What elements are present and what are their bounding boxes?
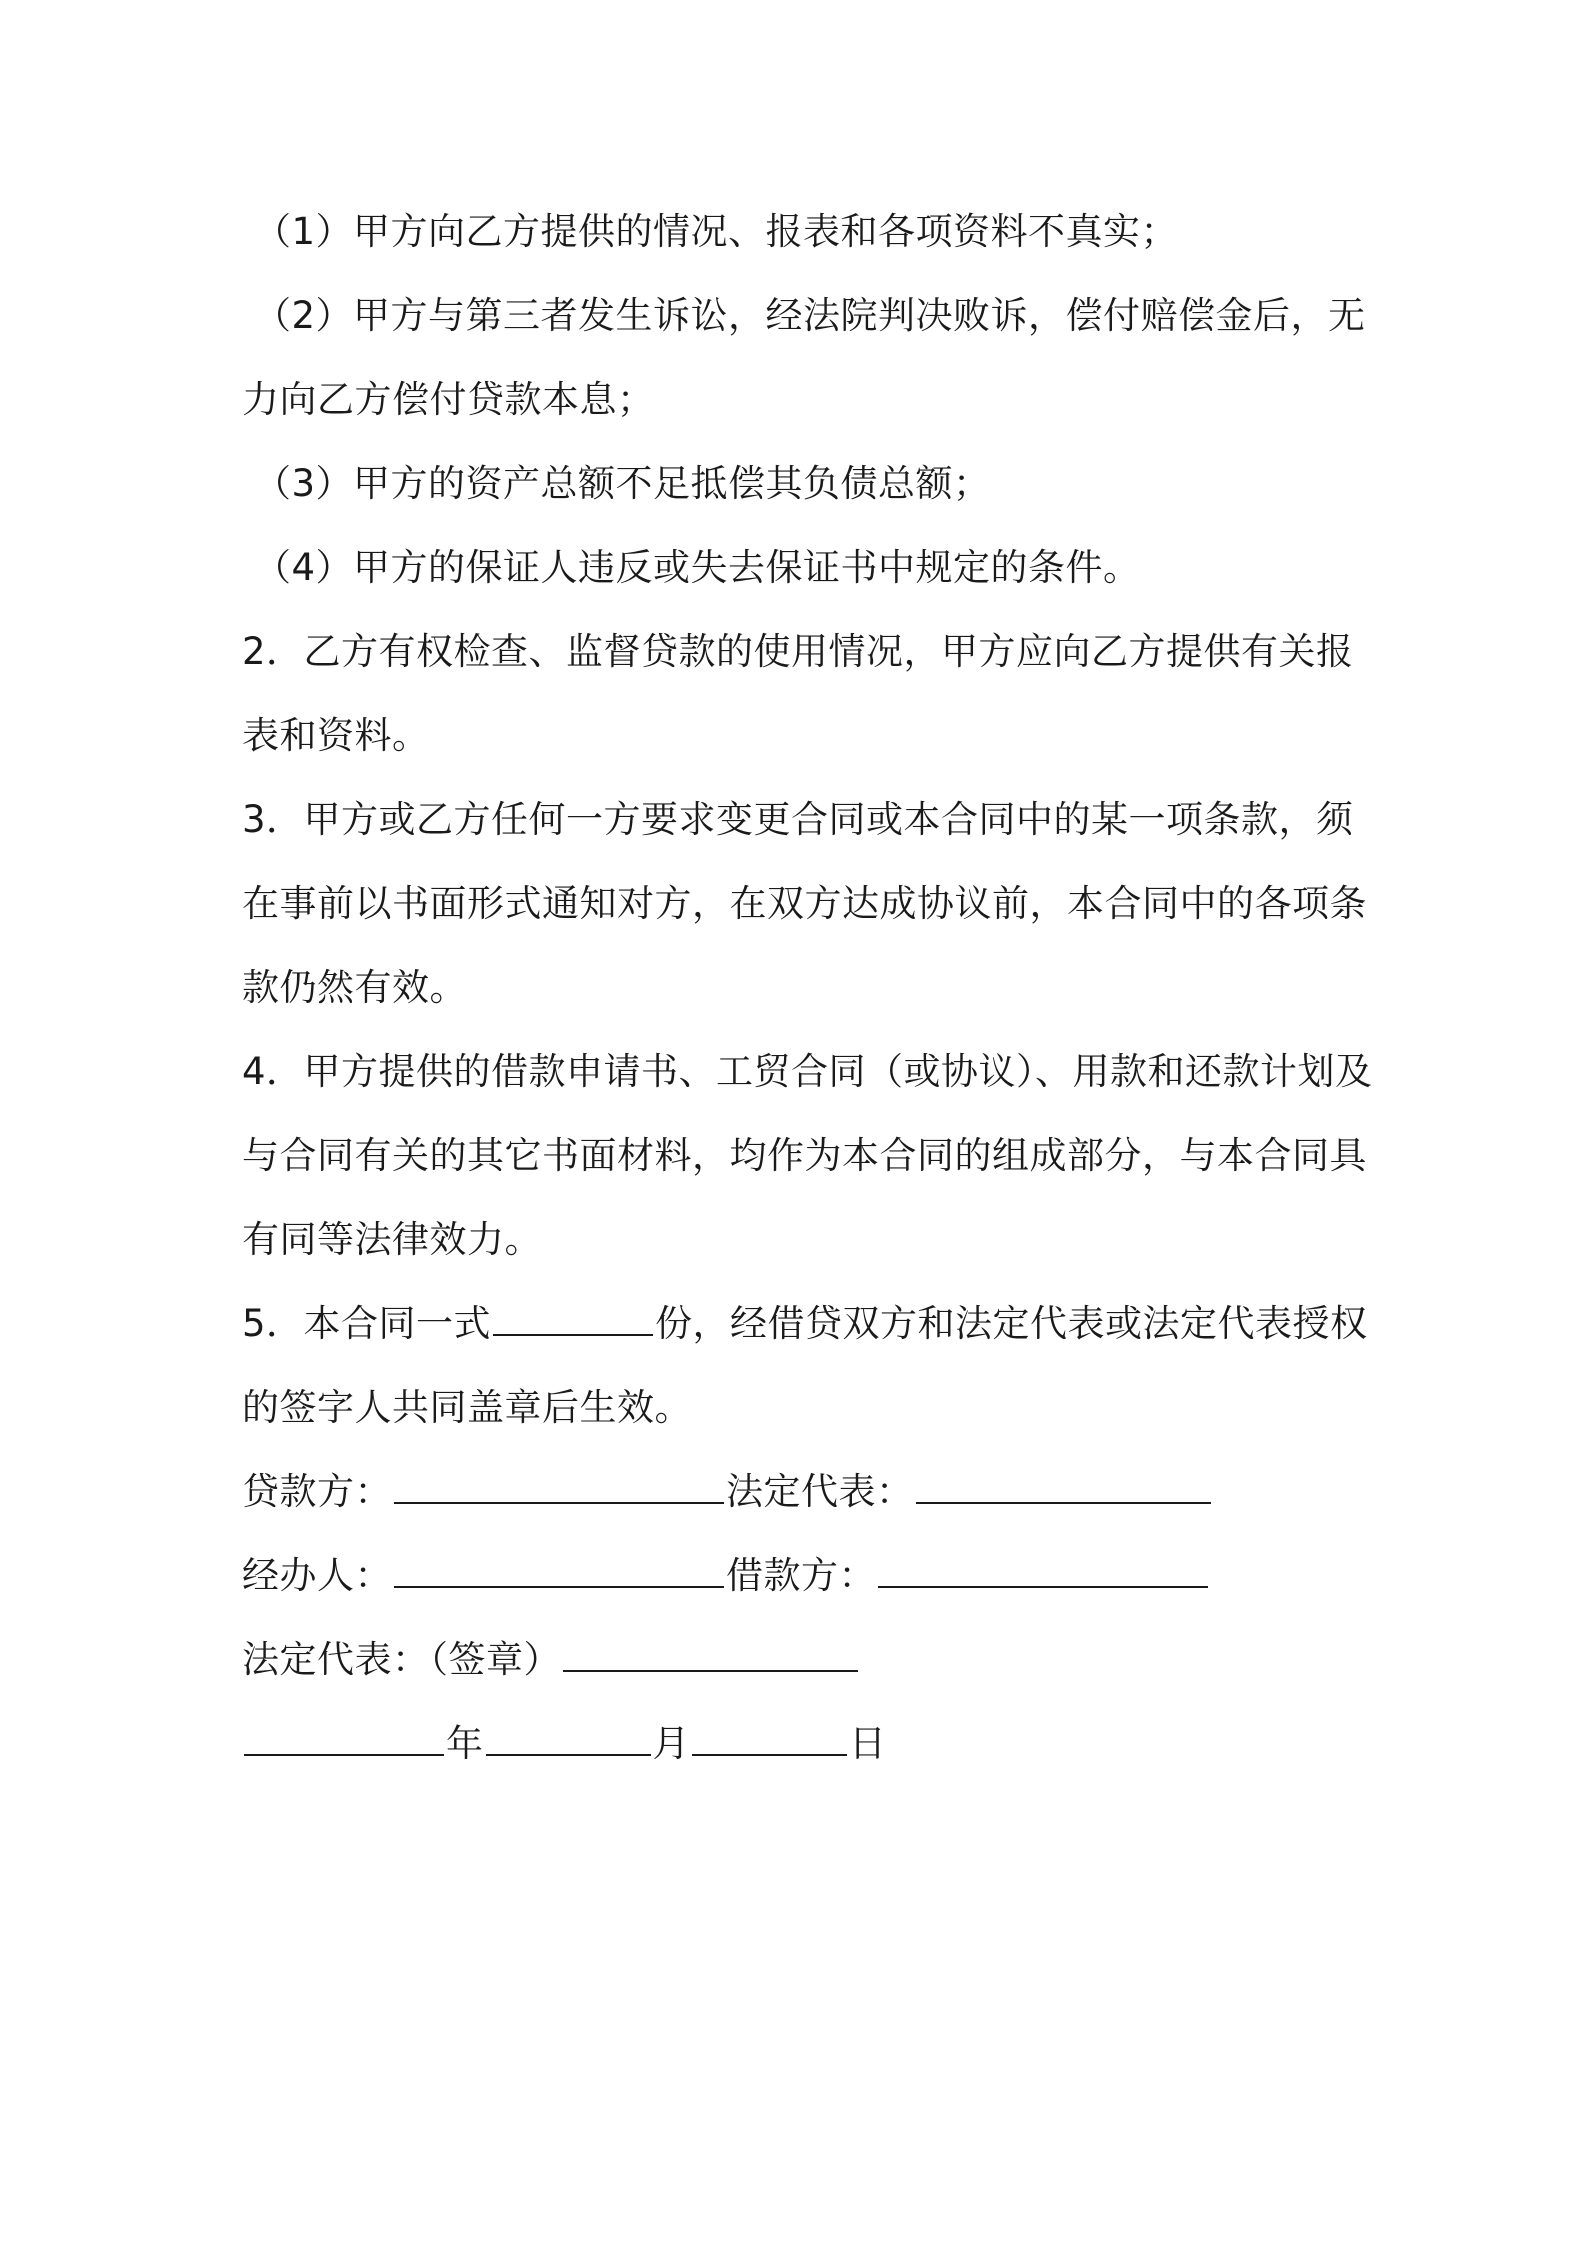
condition-4: （4）甲方的保证人违反或失去保证书中规定的条件。 (254, 546, 1141, 589)
clause-4-line-3: 有同等法律效力。 (242, 1218, 542, 1261)
legal-rep-seal-label: 法定代表：（签章） (242, 1638, 561, 1681)
condition-2-cont: 力向乙方偿付贷款本息； (242, 378, 655, 421)
legal-rep-blank[interactable] (916, 1472, 1211, 1504)
date-row (242, 1702, 1362, 1786)
day-label: 日 (849, 1722, 887, 1765)
clause-5-line-2: 的签字人共同盖章后生效。 (242, 1386, 692, 1429)
handler-blank[interactable] (394, 1556, 724, 1588)
year-label: 年 (446, 1722, 484, 1765)
signature-row-1 (242, 1450, 1362, 1534)
clause-4-line-1: 4．甲方提供的借款申请书、工贸合同（或协议）、用款和还款计划及 (242, 1050, 1373, 1093)
clause-4-line-2: 与合同有关的其它书面材料，均作为本合同的组成部分，与本合同具 (242, 1134, 1367, 1177)
signature-row-3 (242, 1618, 1362, 1702)
legal-rep-label: 法定代表： (726, 1470, 914, 1513)
clause-3-line-1: 3．甲方或乙方任何一方要求变更合同或本合同中的某一项条款，须 (242, 798, 1354, 841)
clause-3-line-2: 在事前以书面形式通知对方，在双方达成协议前，本合同中的各项条 (242, 882, 1367, 925)
borrower-blank[interactable] (878, 1556, 1208, 1588)
clause-5-line-1 (242, 1282, 1368, 1366)
year-blank[interactable] (244, 1724, 444, 1756)
month-label: 月 (652, 1722, 690, 1765)
legal-rep-seal-blank[interactable] (563, 1640, 858, 1672)
day-blank[interactable] (692, 1724, 847, 1756)
document-body (242, 190, 1373, 1786)
borrower-label: 借款方： (726, 1554, 876, 1597)
month-blank[interactable] (486, 1724, 651, 1756)
lender-label: 贷款方： (242, 1470, 392, 1513)
clause-5-suffix: 份，经借贷双方和法定代表或法定代表授权 (655, 1302, 1368, 1345)
clause-5-prefix: 5．本合同一式 (242, 1302, 492, 1345)
signature-row-2 (242, 1534, 1362, 1618)
clause-2-line-2: 表和资料。 (242, 714, 430, 757)
condition-3: （3）甲方的资产总额不足抵偿其负债总额； (254, 462, 991, 505)
condition-1: （1）甲方向乙方提供的情况、报表和各项资料不真实； (254, 210, 1179, 253)
condition-2: （2）甲方与第三者发生诉讼，经法院判决败诉，偿付赔偿金后，无 (254, 294, 1366, 337)
clause-2-line-1: 2．乙方有权检查、监督贷款的使用情况，甲方应向乙方提供有关报 (242, 630, 1354, 673)
lender-blank[interactable] (394, 1472, 724, 1504)
copies-blank[interactable] (493, 1304, 653, 1336)
handler-label: 经办人： (242, 1554, 392, 1597)
clause-3-line-3: 款仍然有效。 (242, 966, 467, 1009)
